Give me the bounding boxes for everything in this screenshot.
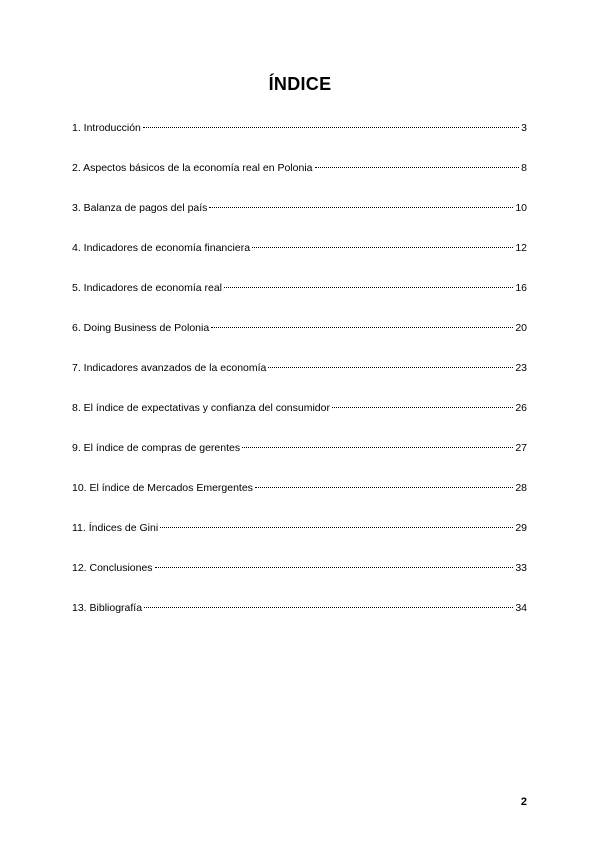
toc-entry-10[interactable] bbox=[72, 481, 527, 521]
toc-entry-page: 10 bbox=[515, 202, 527, 214]
toc-entry-label: 12. Conclusiones bbox=[72, 562, 153, 574]
page-title: ÍNDICE bbox=[268, 74, 332, 94]
dot-leader bbox=[268, 367, 513, 368]
toc-entry-label: 1. Introducción bbox=[72, 122, 141, 134]
toc-entry-page: 28 bbox=[515, 482, 527, 494]
toc-entry-1[interactable] bbox=[72, 121, 527, 161]
toc-entry-page: 3 bbox=[521, 122, 527, 134]
toc-entry-page: 34 bbox=[515, 602, 527, 614]
toc-entry-9[interactable] bbox=[72, 441, 527, 481]
toc-entry-label: 7. Indicadores avanzados de la economía bbox=[72, 362, 267, 374]
dot-leader bbox=[242, 447, 513, 448]
toc-entry-page: 20 bbox=[515, 322, 527, 334]
dot-leader bbox=[255, 487, 513, 488]
toc-entry-label: 2. Aspectos básicos de la economía real en Polonia bbox=[72, 162, 313, 174]
toc-entry-7[interactable] bbox=[72, 361, 527, 401]
toc-entry-page: 33 bbox=[515, 562, 527, 574]
dot-leader bbox=[224, 287, 513, 288]
toc-entry-13[interactable] bbox=[72, 601, 527, 641]
dot-leader bbox=[160, 527, 513, 528]
dot-leader bbox=[252, 247, 513, 248]
toc-entry-page: 23 bbox=[515, 362, 527, 374]
toc-entry-3[interactable] bbox=[72, 201, 527, 241]
toc-entry-5[interactable] bbox=[72, 281, 527, 321]
toc-entry-12[interactable] bbox=[72, 561, 527, 601]
toc-entry-page: 26 bbox=[515, 402, 527, 414]
dot-leader bbox=[143, 127, 519, 128]
toc-entry-label: 8. El índice de expectativas y confianza del consumidor bbox=[72, 402, 330, 414]
toc-entry-label: 5. Indicadores de economía real bbox=[72, 282, 223, 294]
dot-leader bbox=[144, 607, 513, 608]
toc-entry-label: 4. Indicadores de economía financiera bbox=[72, 242, 251, 254]
toc-entry-label: 13. Bibliografía bbox=[72, 602, 143, 614]
page-number: 2 bbox=[520, 796, 527, 808]
toc-entry-11[interactable] bbox=[72, 521, 527, 561]
toc-entry-6[interactable] bbox=[72, 321, 527, 361]
toc-entry-label: 10. El índice de Mercados Emergentes bbox=[72, 482, 253, 494]
dot-leader bbox=[211, 327, 513, 328]
toc-entry-page: 8 bbox=[521, 162, 527, 174]
toc-entry-page: 16 bbox=[515, 282, 527, 294]
toc-entry-page: 12 bbox=[515, 242, 527, 254]
toc-entry-label: 6. Doing Business de Polonia bbox=[72, 322, 210, 334]
dot-leader bbox=[209, 207, 513, 208]
table-of-contents bbox=[72, 121, 527, 641]
toc-entry-label: 3. Balanza de pagos del país bbox=[72, 202, 208, 214]
dot-leader bbox=[155, 567, 514, 568]
toc-entry-label: 11. Índices de Gini bbox=[72, 522, 159, 534]
toc-entry-label: 9. El índice de compras de gerentes bbox=[72, 442, 241, 454]
toc-entry-page: 27 bbox=[515, 442, 527, 454]
toc-entry-2[interactable] bbox=[72, 161, 527, 201]
toc-entry-8[interactable] bbox=[72, 401, 527, 441]
toc-entry-4[interactable] bbox=[72, 241, 527, 281]
dot-leader bbox=[315, 167, 520, 168]
dot-leader bbox=[332, 407, 513, 408]
toc-entry-page: 29 bbox=[515, 522, 527, 534]
